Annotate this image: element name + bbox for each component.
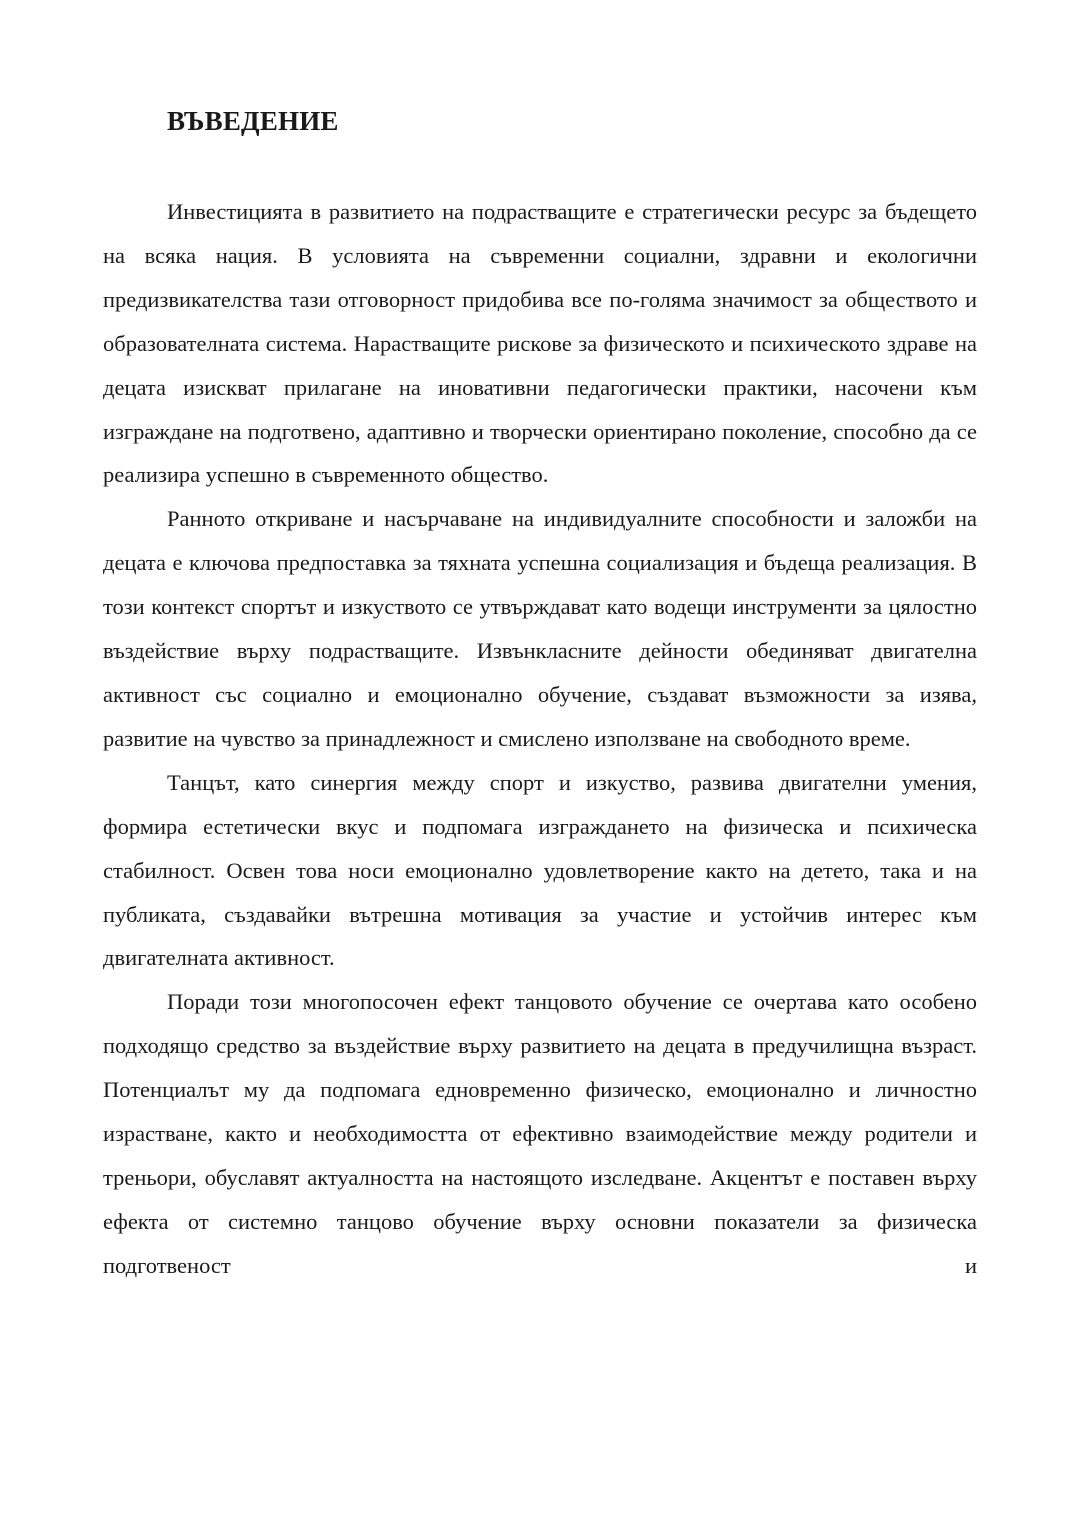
paragraph-1: Инвестицията в развитието на подрастващите е стратегически ресурс за бъдещето на всяка нация. В условията на съвременни социални, здравни и екологични предизвикателства тази отговорност придобива все по-голяма значимост за обществото и образователната система. Нарастващите рискове за физическото и психическото здраве на децата изискват прилагане на иновативни педагогически практики, насочени към изграждане на подготвено, адаптивно и творчески ориентирано поколение, способно да се реализира успешно в съвременното общество.: [103, 199, 977, 488]
page-title: ВЪВЕДЕНИЕ: [167, 106, 339, 136]
paragraph-2: Ранното откриване и насърчаване на индивидуалните способности и заложби на децата е ключова предпоставка за тяхната успешна социализация и бъдеща реализация. В този контекст спортът и изкуството се утвърждават като водещи инструменти за цялостно въздействие върху подрастващите. Извънкласните дейности обединяват двигателна активност със социално и емоционално обучение, създават възможности за изява, развитие на чувство за принадлежност и смислено използване на свободното време.: [103, 506, 977, 751]
paragraph-4: Поради този многопосочен ефект танцовото обучение се очертава като особено подходящо средство за въздействие върху развитието на децата в предучилищна възраст. Потенциалът му да подпомага едновременно физическо, емоционално и личностно израстване, както и необходимостта от ефективно взаимодействие между родители и треньори, обуславят актуалността на настоящото изследване. Акцентът е поставен върху ефекта от системно танцово обучение върху основни показатели за физическа подготвеност и: [103, 989, 977, 1278]
paragraph-3: Танцът, като синергия между спорт и изкуство, развива двигателни умения, формира естетически вкус и подпомага изграждането на физическа и психическа стабилност. Освен това носи емоционално удовлетворение както на детето, така и на публиката, създавайки вътрешна мотивация за участие и устойчив интерес към двигателната активност.: [103, 769, 977, 971]
document-body: [103, 190, 977, 1288]
